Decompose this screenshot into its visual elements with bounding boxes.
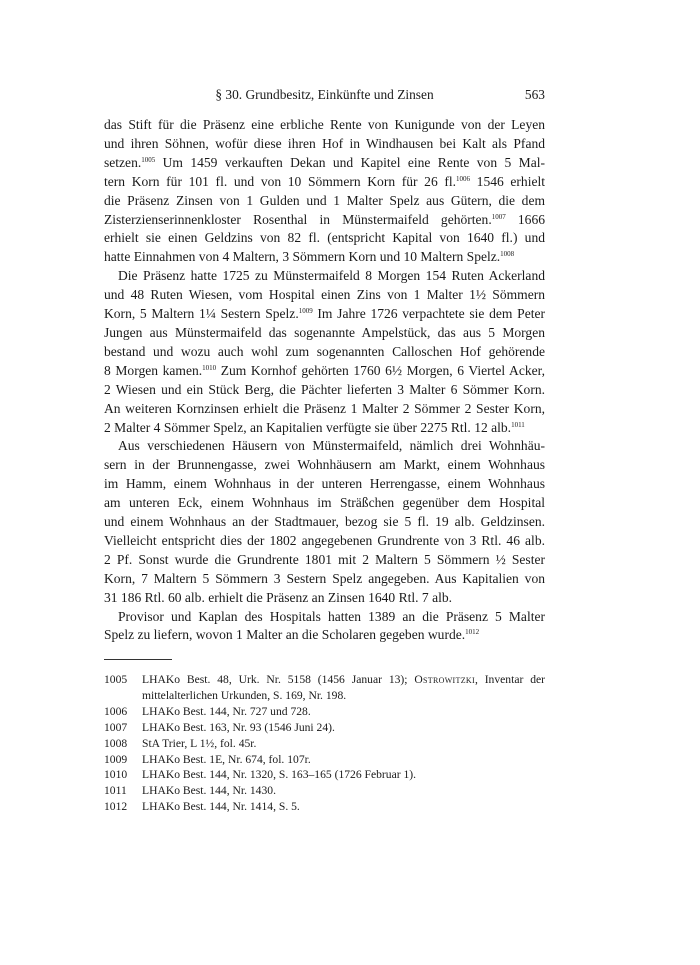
- footnote-number: 1011: [104, 784, 127, 798]
- running-title: § 30. Grundbesitz, Einkünfte und Zinsen: [215, 87, 434, 102]
- footnote-text: LHAKo Best. 144, Nr. 727 und 728.: [142, 704, 311, 718]
- page-number: 563: [524, 87, 545, 102]
- text-segment: hatte Einnahmen von 4 Maltern, 3 Sömmern Korn und 10 Maltern Spelz.: [104, 249, 501, 265]
- text-line: sern in der Brunnengasse, zwei Wohnhäusern am Markt, einem Wohnhaus: [104, 457, 545, 473]
- text-line: 2 Pf. Sonst wurde die Grundrente 1801 mit 2 Maltern 5 Sömmern ½ Sester: [104, 551, 545, 567]
- text-segment: 2 Malter 4 Sömmer Spelz, an Kapitalien verfügte sie über 2275 Rtl. 12 alb.: [104, 419, 512, 435]
- footnote-marker[interactable]: 1007: [491, 212, 506, 221]
- footnote-text: LHAKo Best. 144, Nr. 1414, S. 5.: [142, 800, 300, 814]
- text-line: die Präsenz Zinsen von 1 Gulden und 1 Malter Spelz aus Gütern, die dem: [104, 192, 545, 208]
- text-line: Provisor und Kaplan des Hospitals hatten 1389 an die Präsenz 5 Malter: [118, 608, 545, 624]
- footnote: [104, 736, 545, 752]
- text-line: im Hamm, einem Wohnhaus in der unteren Herrengasse, einem Wohnhaus: [104, 476, 545, 492]
- footnote-number: 1012: [104, 800, 128, 814]
- footnote-text: LHAKo Best. 163, Nr. 93 (1546 Juni 24).: [142, 720, 335, 734]
- text-line: [104, 362, 545, 381]
- text-line: [104, 305, 545, 324]
- text-segment: 1666: [505, 211, 546, 227]
- paragraph: [104, 437, 545, 607]
- footnote: [104, 752, 545, 768]
- text-segment: Zum Kornhof gehörten 1760 6½ Morgen, 6 Viertel Acker,: [216, 362, 545, 378]
- text-line: An weiteren Kornzinsen erhielt die Präsenz 1 Malter 2 Sömmer 2 Sester Korn,: [104, 400, 545, 416]
- text-line: 31 186 Rtl. 60 alb. erhielt die Präsenz an Zinsen 1640 Rtl. 7 alb.: [104, 589, 453, 605]
- footnote-marker[interactable]: 1012: [465, 628, 480, 637]
- footnote-number: 1010: [104, 768, 128, 782]
- footnote-marker[interactable]: 1011: [511, 420, 525, 429]
- text-line: am unteren Eck, einem Wohnhaus im Sträßchen gegenüber dem Hospital: [104, 495, 545, 511]
- text-line: [142, 672, 545, 688]
- footnotes: [104, 672, 545, 815]
- footnote-number: 1008: [104, 736, 128, 750]
- footnote: [104, 783, 545, 799]
- text-line: und ihren Söhnen, wofür diese ihren Hof in Windhausen bei Kalt als Pfand: [104, 135, 545, 151]
- text-line: Vielleicht entspricht dies der 1802 angegebenen Grundrente von 3 Rtl. 46 alb.: [104, 532, 545, 548]
- footnote-number: 1005: [104, 673, 128, 686]
- footnote: [104, 704, 545, 720]
- text-line: mittelalterlichen Urkunden, S. 169, Nr. 198.: [142, 688, 347, 702]
- footnote-number: 1007: [104, 720, 128, 734]
- paragraph: [104, 267, 545, 437]
- footnote-text: LHAKo Best. 144, Nr. 1430.: [142, 784, 276, 798]
- footnote-text: LHAKo Best. 1E, Nr. 674, fol. 107r.: [142, 752, 311, 766]
- text-line: erhielt sie einen Geldzins von 82 fl. (entspricht Kapital von 1640 fl.) und: [104, 230, 545, 246]
- footnote-separator: [104, 659, 172, 660]
- text-line: [104, 211, 545, 230]
- paragraph: [104, 608, 545, 646]
- text-line: Aus verschiedenen Häusern von Münstermaifeld, nämlich drei Wohnhäu-: [118, 438, 545, 454]
- text-line: Jungen aus Münstermaifeld das sogenannte Ampelstück, das aus 5 Morgen: [104, 324, 545, 340]
- text-segment: LHAKo Best. 48, Urk. Nr. 5158 (1456 Januar 13);: [142, 673, 415, 686]
- text-line: 2 Wiesen und ein Stück Berg, die Pächter lieferten 3 Malter 6 Sömmer Korn.: [104, 381, 545, 397]
- footnote-marker[interactable]: 1010: [202, 363, 217, 372]
- text-line: [104, 626, 545, 645]
- text-line: bestand und wozu auch wohl zum sogenannten Calloschen Hof gehörende: [104, 343, 545, 359]
- text-segment: , Inventar der: [474, 673, 545, 686]
- footnote-marker[interactable]: 1005: [141, 155, 156, 164]
- text-segment: Spelz zu liefern, wovon 1 Malter an die Scholaren gegeben wurde.: [104, 627, 466, 643]
- text-line: das Stift für die Präsenz eine erbliche Rente von Kunigunde von der Leyen: [104, 117, 545, 132]
- text-line: Korn, 7 Maltern 5 Sömmern 3 Sestern Spelz angegeben. Aus Kapitalien von: [104, 570, 545, 586]
- text-segment: 1546 erhielt: [470, 173, 545, 189]
- footnote-marker[interactable]: 1006: [456, 174, 471, 183]
- running-header: [104, 85, 545, 105]
- footnote-text: LHAKo Best. 144, Nr. 1320, S. 163–165 (1726 Februar 1).: [142, 768, 417, 782]
- text-line: Die Präsenz hatte 1725 zu Münstermaifeld 8 Morgen 154 Ruten Ackerland: [118, 268, 545, 284]
- footnote: [104, 672, 545, 704]
- text-segment: Um 1459 verkauften Dekan und Kapitel eine Rente von 5 Mal-: [155, 154, 545, 170]
- text-segment: Korn, 5 Maltern 1¼ Sestern Spelz.: [104, 306, 299, 322]
- text-segment: 8 Morgen kamen.: [104, 362, 203, 378]
- footnote: [104, 767, 545, 783]
- footnote: [104, 720, 545, 736]
- text-line: [104, 173, 545, 192]
- text-segment: setzen.: [104, 154, 142, 170]
- text-line: [104, 419, 545, 438]
- footnote-marker[interactable]: 1008: [500, 250, 515, 259]
- footnote-text: [142, 672, 545, 704]
- footnote: [104, 799, 545, 815]
- text-line: und einem Wohnhaus an der Stadtmauer, bezog sie 5 fl. 19 alb. Geldzinsen.: [104, 514, 545, 530]
- text-segment: Im Jahre 1726 verpachtete sie dem Peter: [312, 306, 546, 322]
- text-segment: tern Korn für 101 fl. und von 10 Sömmern Korn für 26 fl.: [104, 173, 457, 189]
- text-line: [104, 154, 545, 173]
- text-segment: Zisterzienserinnenkloster Rosenthal in Münstermaifeld gehörten.: [104, 211, 492, 227]
- text-line: [104, 248, 545, 267]
- footnote-number: 1009: [104, 752, 128, 766]
- text-line: und 48 Ruten Wiesen, vom Hospital einen Zins von 1 Malter 1½ Sömmern: [104, 287, 545, 303]
- footnote-marker[interactable]: 1009: [298, 307, 313, 316]
- author-name: Ostrowitzki: [414, 673, 475, 686]
- main-text: [104, 116, 545, 645]
- paragraph: [104, 116, 545, 267]
- footnote-text: StA Trier, L 1½, fol. 45r.: [142, 736, 257, 750]
- footnote-number: 1006: [104, 704, 128, 718]
